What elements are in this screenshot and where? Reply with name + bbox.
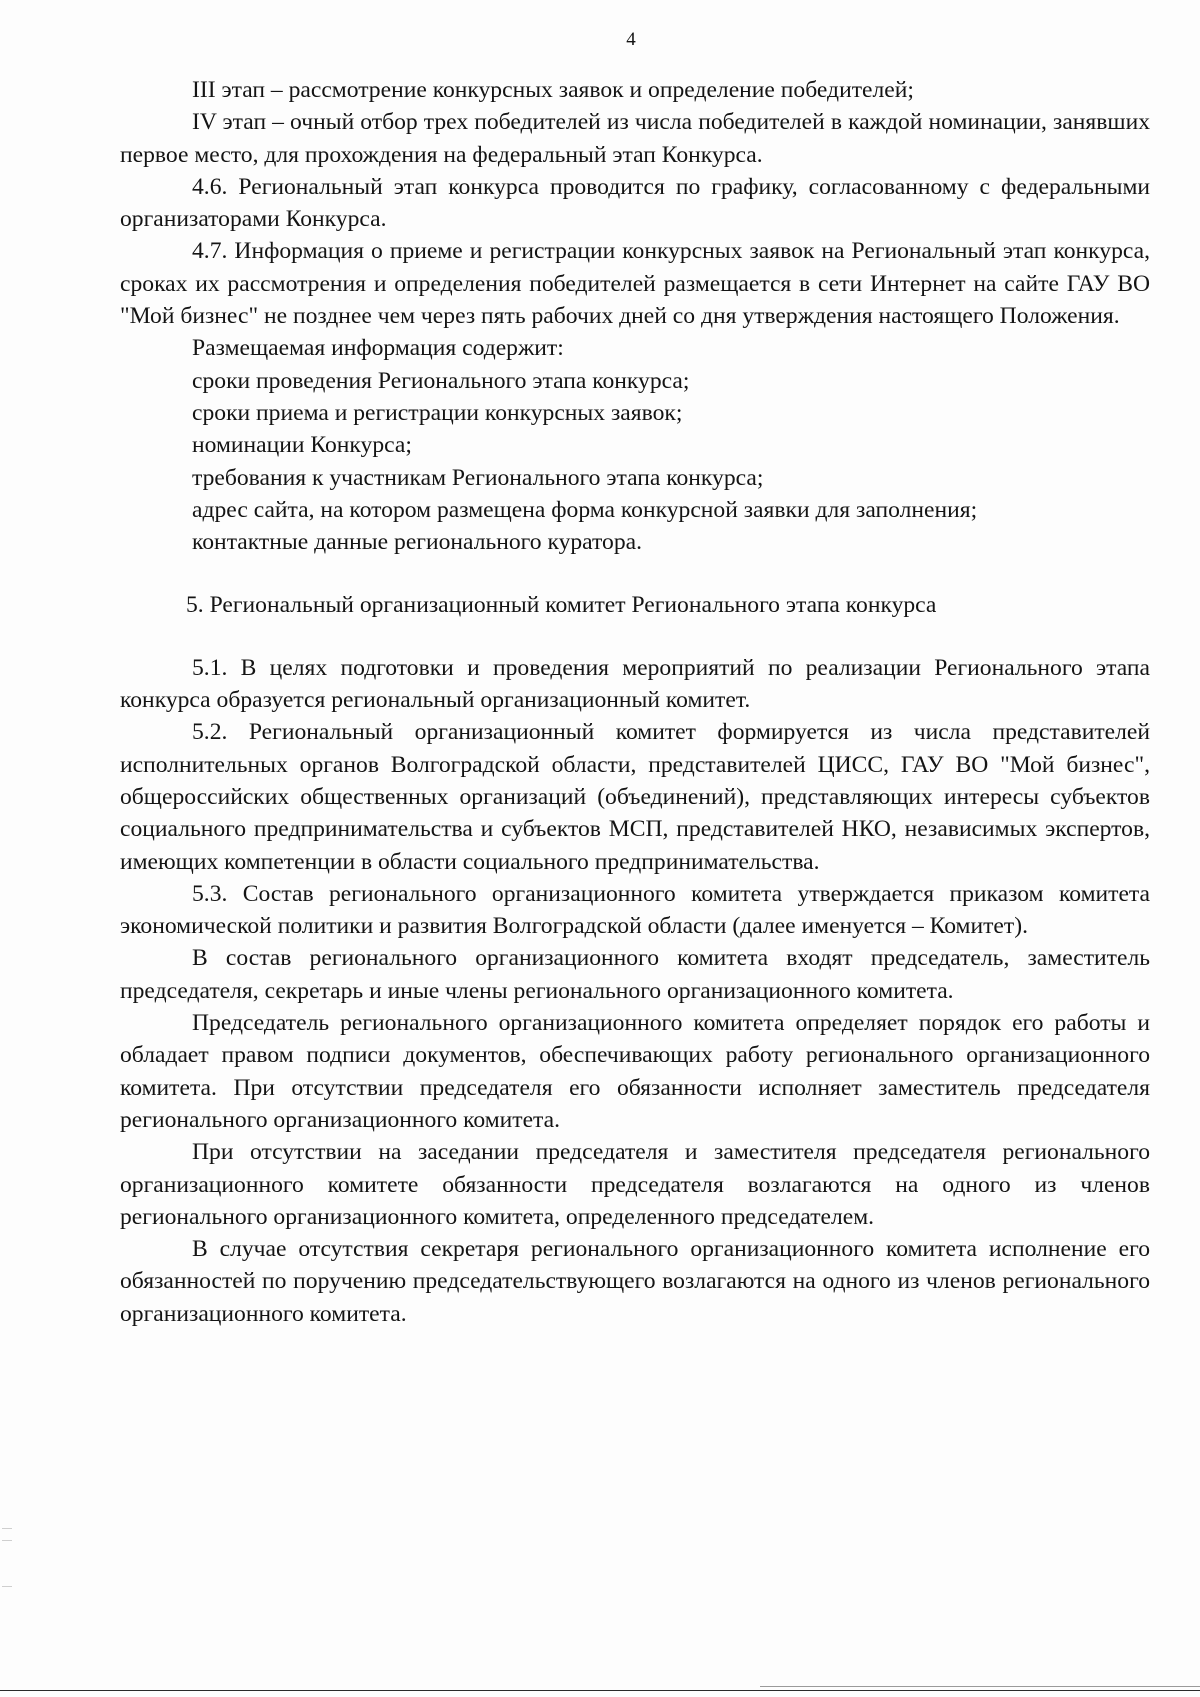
page-number: 4 [626,29,636,50]
info-list-item: сроки проведения Регионального этапа конкурса; [192,367,690,394]
paragraph-4-7: 4.7. Информация о приеме и регистрации конкурсных заявок на Региональный этап конкурса, сроках их рассмотрения и определения победителей размещается в сети Интернет на сайте ГАУ ВО "Мой бизнес" не позднее чем через пять рабочих дней со дня утверждения настоящего Положения. [120,238,1150,330]
paragraph-5-3: 5.3. Состав регионального организационного комитета утверждается приказом комитета экономической политики и развития Волгоградской области (далее именуется – Комитет). [120,880,1150,940]
paragraph-5-1: 5.1. В целях подготовки и проведения мероприятий по реализации Регионального этапа конкурса образуется региональный организационный комитет. [120,654,1150,714]
scan-artifact [2,1528,12,1529]
info-list-item: номинации Конкурса; [192,432,412,459]
info-list-item: контактные данные регионального куратора. [192,529,642,556]
paragraph-5-2: 5.2. Региональный организационный комитет формируется из числа представителей исполнительных органов Волгоградской области, представителей ЦИСС, ГАУ ВО "Мой бизнес", общероссийских общественных организаций (объединений), представляющих интересы субъектов социального предпринимательства и субъектов МСП, представителей НКО, независимых экспертов, имеющих компетенции в области социального предпринимательства. [120,719,1150,875]
document-body [120,74,1150,1330]
spacer [120,558,1150,589]
paragraph-chairman-absence: При отсутствии на заседании председателя и заместителя председателя регионального организационного комитете обязанности председателя возлагаются на одного из членов регионального организационного комитета, определенного председателем. [120,1139,1150,1230]
paragraph-committee-composition: В состав регионального организационного комитета входят председатель, заместитель председателя, секретарь и иные члены регионального организационного комитета. [120,945,1150,1004]
paragraph-4-6: 4.6. Региональный этап конкурса проводится по графику, согласованному с федеральными организаторами Конкурса. [120,173,1150,233]
info-list-item: сроки приема и регистрации конкурсных заявок; [192,399,683,426]
page-edge-line [760,1686,1200,1687]
page-bottom-edge [0,1690,1200,1691]
spacer [120,622,1150,652]
paragraph-secretary-absence: В случае отсутствия секретаря регионального организационного комитета исполнение его обязанностей по поручению председательствующего возлагаются на одного из членов регионального организационного комитета. [120,1236,1150,1327]
scan-artifact [2,1586,12,1587]
paragraph-stage-3: III этап – рассмотрение конкурсных заявок и определение победителей; [192,77,914,103]
paragraph-chairman-duties: Председатель регионального организационного комитета определяет порядок его работы и обладает правом подписи документов, обеспечивающих работу регионального организационного комитета. При отсутствии председателя его обязанности исполняет заместитель председателя регионального организационного комитета. [120,1010,1150,1133]
info-list-item: требования к участникам Регионального этапа конкурса; [192,464,764,491]
scan-artifact [2,1540,12,1541]
info-list-item: адрес сайта, на котором размещена форма конкурсной заявки для заполнения; [192,496,978,523]
section-5-heading: 5. Региональный организационный комитет Регионального этапа конкурса [186,592,937,619]
info-intro-line: Размещаемая информация содержит: [192,335,564,362]
paragraph-stage-4: IV этап – очный отбор трех победителей из числа победителей в каждой номинации, занявших первое место, для прохождения на федеральный этап Конкурса. [120,109,1150,168]
